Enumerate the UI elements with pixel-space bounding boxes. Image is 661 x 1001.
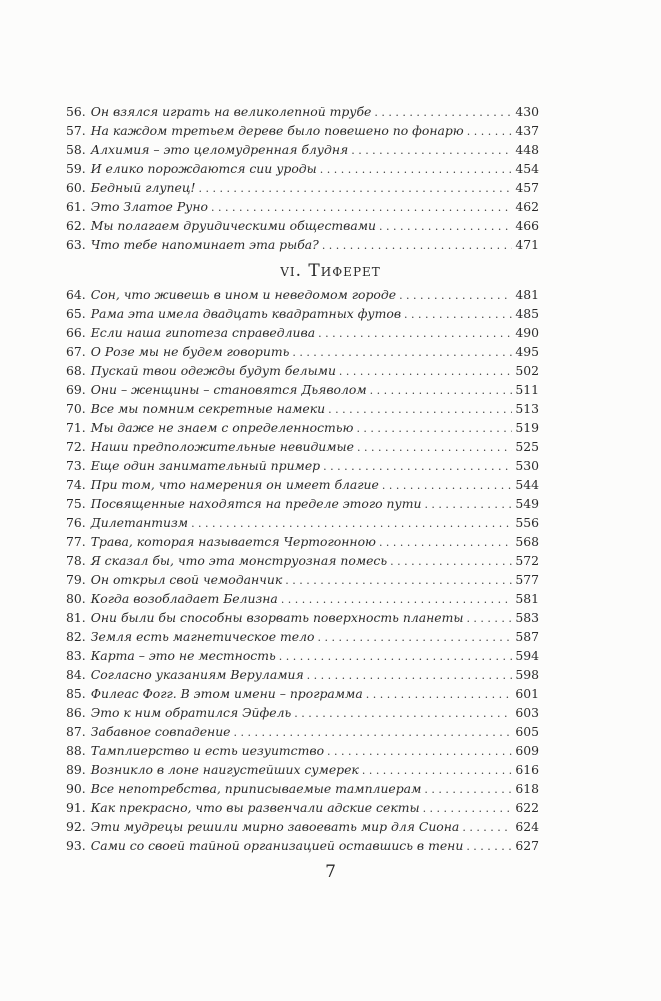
chapter-title: Алхимия – это целомудренная блудня [90,142,349,157]
chapter-number: 63. [66,237,86,252]
chapter-number: 75. [66,496,86,511]
chapter-title: Это к ним обратился Эйфель [90,705,292,720]
dot-leader [281,590,513,609]
dot-leader [379,217,512,236]
dot-leader [374,103,512,122]
toc-entry [66,216,539,235]
dot-leader [366,685,513,704]
chapter-title: Это Златое Руно [90,199,208,214]
chapter-page-number: 605 [515,724,539,739]
dot-leader [339,362,512,381]
dot-leader [351,141,512,160]
dot-leader [362,761,513,780]
chapter-page-number: 603 [515,705,539,720]
toc-entry [66,304,539,323]
chapter-number: 79. [66,572,86,587]
chapter-number: 60. [66,180,86,195]
chapter-page-number: 609 [515,743,539,758]
toc-entry [66,684,539,703]
dot-leader [198,179,512,198]
chapter-page-number: 457 [515,180,539,195]
dot-leader [357,438,512,457]
chapter-title: Если наша гипотеза справедлива [90,325,316,340]
chapter-title: Все мы помним секретные намеки [90,401,326,416]
dot-leader [424,780,512,799]
section-heading: vi. Тиферет [280,261,381,281]
chapter-title: Посвященные находятся на пределе этого пути [90,496,422,511]
dot-leader [191,514,512,533]
chapter-number: 66. [66,325,86,340]
chapter-page-number: 544 [515,477,539,492]
chapter-number: 83. [66,648,86,663]
toc-entry [66,836,539,855]
chapter-number: 57. [66,123,86,138]
chapter-title: Возникло в лоне наигустейших сумерек [90,762,359,777]
dot-leader [328,400,512,419]
chapter-page-number: 624 [515,819,539,834]
chapter-page-number: 622 [515,800,539,815]
toc-entry [66,779,539,798]
dot-leader [234,723,513,742]
chapter-page-number: 471 [515,237,539,252]
dot-leader [323,457,512,476]
chapter-title: Карта – это не местность [90,648,276,663]
dot-leader [467,122,513,141]
chapter-number: 65. [66,306,86,321]
chapter-title: Земля есть магнетическое тело [90,629,315,644]
page-number: 7 [325,862,336,882]
toc-entry [66,456,539,475]
dot-leader [404,305,512,324]
dot-leader [466,837,512,856]
toc-entry [66,399,539,418]
chapter-number: 68. [66,363,86,378]
toc-entry [66,741,539,760]
chapter-title: Сами со своей тайной организацией оставшись в тени [90,838,464,853]
chapter-number: 93. [66,838,86,853]
toc-entry [66,646,539,665]
chapter-number: 86. [66,705,86,720]
chapter-page-number: 530 [515,458,539,473]
dot-leader [317,628,512,647]
chapter-title: Филеас Фогг. В этом имени – программа [90,686,363,701]
chapter-page-number: 466 [515,218,539,233]
chapter-page-number: 616 [515,762,539,777]
chapter-number: 87. [66,724,86,739]
chapter-page-number: 587 [515,629,539,644]
chapter-number: 71. [66,420,86,435]
chapter-title: Бедный глупец! [90,180,196,195]
chapter-number: 91. [66,800,86,815]
dot-leader [379,533,512,552]
chapter-title: Когда возобладает Белизна [90,591,278,606]
chapter-page-number: 430 [515,104,539,119]
dot-leader [370,381,513,400]
toc-entry [66,121,539,140]
chapter-page-number: 454 [515,161,539,176]
toc-entry [66,627,539,646]
chapter-page-number: 437 [515,123,539,138]
chapter-number: 62. [66,218,86,233]
chapter-number: 72. [66,439,86,454]
chapter-title: Забавное совпадение [90,724,231,739]
dot-leader [294,704,512,723]
chapter-page-number: 618 [515,781,539,796]
chapter-page-number: 549 [515,496,539,511]
chapter-number: 64. [66,287,86,302]
toc-entry [66,703,539,722]
chapter-number: 59. [66,161,86,176]
toc-entry [66,235,539,254]
chapter-page-number: 568 [515,534,539,549]
chapter-title: Пускай твои одежды будут белыми [90,363,336,378]
chapter-page-number: 485 [515,306,539,321]
chapter-number: 67. [66,344,86,359]
chapter-number: 74. [66,477,86,492]
toc-entry [66,197,539,216]
dot-leader [211,198,512,217]
toc-entry [66,494,539,513]
chapter-page-number: 462 [515,199,539,214]
chapter-page-number: 583 [515,610,539,625]
dot-leader [285,571,512,590]
chapter-title: Трава, которая называется Чертогонною [90,534,376,549]
dot-leader [307,666,513,685]
chapter-page-number: 594 [515,648,539,663]
dot-leader [424,495,512,514]
chapter-page-number: 601 [515,686,539,701]
toc-entry [66,159,539,178]
chapter-title: Тамплиерство и есть иезуитство [90,743,325,758]
chapter-number: 82. [66,629,86,644]
dot-leader [327,742,512,761]
dot-leader [320,160,513,179]
chapter-title: Еще один занимательный пример [90,458,321,473]
chapter-title: Рама эта имела двадцать квадратных футов [90,306,402,321]
chapter-title: О Розе мы не будем говорить [90,344,290,359]
toc-entry [66,665,539,684]
chapter-title: И елико порождаются сии уроды [90,161,317,176]
toc-entry [66,513,539,532]
toc-entry [66,178,539,197]
chapter-title: Все непотребства, приписываемые тамплиерам [90,781,422,796]
chapter-number: 81. [66,610,86,625]
chapter-number: 80. [66,591,86,606]
toc-entry [66,798,539,817]
toc-entry [66,323,539,342]
chapter-number: 77. [66,534,86,549]
chapter-title: Как прекрасно, что вы развенчали адские секты [90,800,420,815]
toc-entry [66,361,539,380]
dot-leader [462,818,512,837]
chapter-title: Он открыл свой чемоданчик [90,572,283,587]
chapter-number: 73. [66,458,86,473]
chapter-page-number: 511 [515,382,539,397]
dot-leader [390,552,512,571]
toc-entry [66,722,539,741]
toc-entry [66,475,539,494]
dot-leader [399,286,512,305]
dot-leader [292,343,512,362]
toc-entry [66,570,539,589]
chapter-title: Эти мудрецы решили мирно завоевать мир для Сиона [90,819,460,834]
dot-leader [318,324,512,343]
toc-entry [66,551,539,570]
chapter-number: 78. [66,553,86,568]
chapter-number: 69. [66,382,86,397]
toc-entry [66,817,539,836]
toc-entry [66,532,539,551]
toc-list-part-a [66,102,539,254]
chapter-title: При том, что намерения он имеет благие [90,477,379,492]
chapter-title: Что тебе напоминает эта рыба? [90,237,319,252]
chapter-title: Дилетантизм [90,515,189,530]
toc-list-part-b [66,285,539,855]
chapter-number: 90. [66,781,86,796]
chapter-title: Сон, что живешь в ином и неведомом городе [90,287,397,302]
dot-leader [279,647,513,666]
toc-entry [66,760,539,779]
chapter-number: 76. [66,515,86,530]
chapter-page-number: 481 [515,287,539,302]
toc-entry [66,380,539,399]
chapter-page-number: 577 [515,572,539,587]
toc-entry [66,140,539,159]
chapter-number: 58. [66,142,86,157]
chapter-page-number: 598 [515,667,539,682]
chapter-number: 89. [66,762,86,777]
toc-entry [66,418,539,437]
chapter-title: Мы полагаем друидическими обществами [90,218,376,233]
chapter-title: Они были бы способны взорвать поверхность планеты [90,610,464,625]
dot-leader [356,419,512,438]
chapter-number: 70. [66,401,86,416]
chapter-page-number: 581 [515,591,539,606]
chapter-title: Он взялся играть на великолепной трубе [90,104,372,119]
chapter-page-number: 502 [515,363,539,378]
chapter-page-number: 572 [515,553,539,568]
toc-entry [66,285,539,304]
dot-leader [423,799,513,818]
chapter-page-number: 513 [515,401,539,416]
dot-leader [382,476,512,495]
dot-leader [322,236,513,255]
chapter-number: 92. [66,819,86,834]
toc-entry [66,437,539,456]
chapter-title: Я сказал бы, что эта монструозная помесь [90,553,388,568]
chapter-page-number: 525 [515,439,539,454]
chapter-page-number: 495 [515,344,539,359]
toc-entry [66,102,539,121]
chapter-number: 61. [66,199,86,214]
chapter-page-number: 519 [515,420,539,435]
chapter-number: 84. [66,667,86,682]
chapter-title: Согласно указаниям Веруламия [90,667,304,682]
chapter-number: 85. [66,686,86,701]
chapter-number: 88. [66,743,86,758]
chapter-title: Они – женщины – становятся Дьяволом [90,382,367,397]
dot-leader [466,609,512,628]
toc-entry [66,342,539,361]
chapter-page-number: 627 [515,838,539,853]
chapter-title: Мы даже не знаем с определенностью [90,420,354,435]
chapter-title: На каждом третьем дереве было повешено по фонарю [90,123,464,138]
chapter-page-number: 490 [515,325,539,340]
chapter-title: Наши предположительные невидимые [90,439,354,454]
toc-entry [66,589,539,608]
chapter-page-number: 556 [515,515,539,530]
chapter-number: 56. [66,104,86,119]
chapter-page-number: 448 [515,142,539,157]
toc-entry [66,608,539,627]
